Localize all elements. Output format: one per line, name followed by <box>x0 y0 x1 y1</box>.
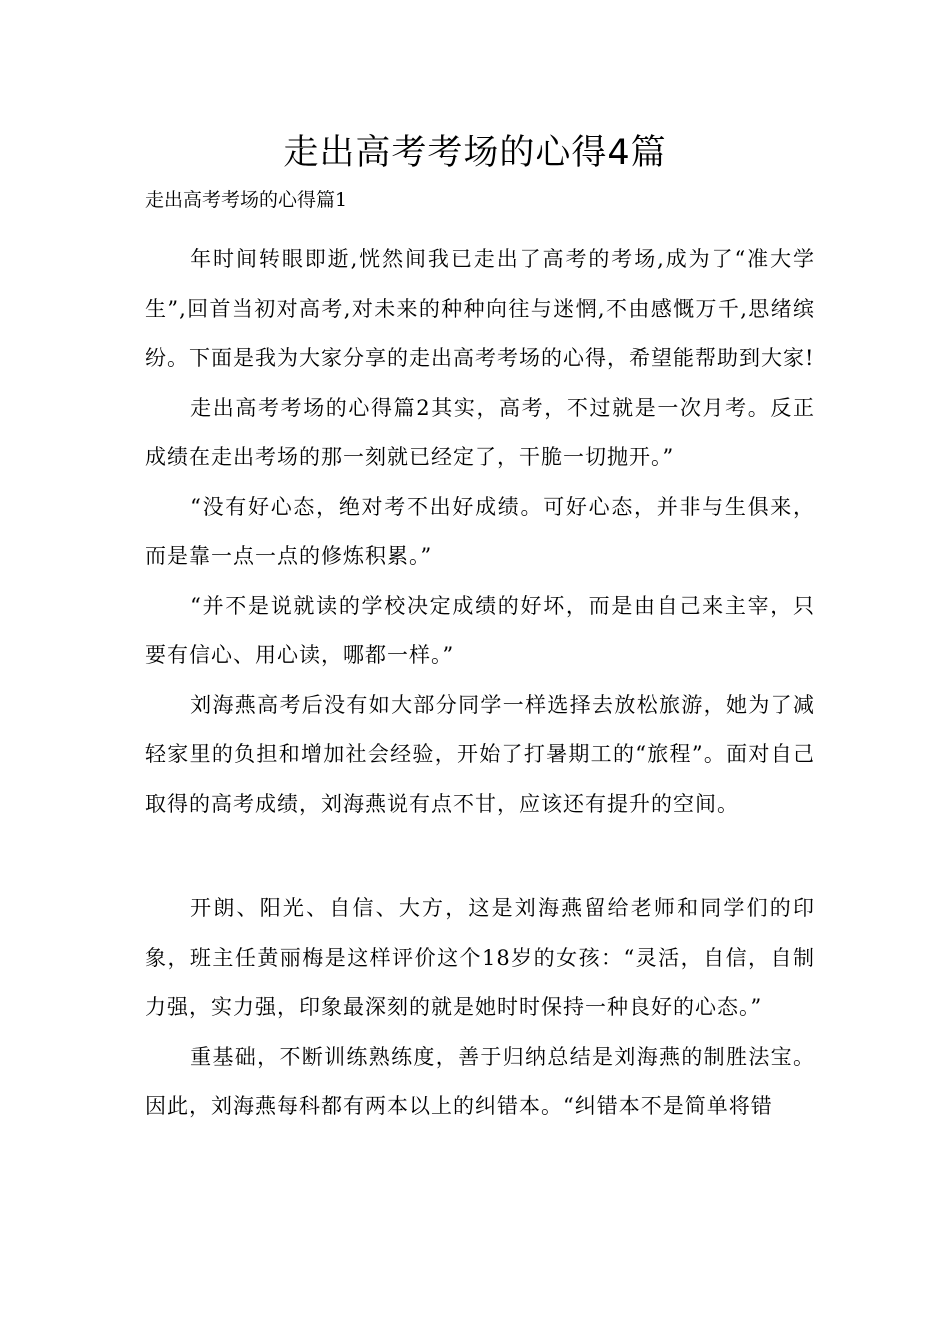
document-body <box>145 182 815 1132</box>
document-title: 走出高考考场的心得4篇 <box>283 133 667 173</box>
paragraph-5: 刘海燕高考后没有如大部分同学一样选择去放松旅游，她为了减轻家里的负担和增加社会经验，开始了打暑期工的“旅程”。面对自己取得的高考成绩，刘海燕说有点不甘，应该还有提升的空间。 <box>145 692 815 816</box>
paragraph-7: 重基础，不断训练熟练度，善于归纳总结是刘海燕的制胜法宝。因此，刘海燕每科都有两本以上的纠错本。“纠错本不是简单将错 <box>145 1044 815 1118</box>
paragraph-2: 走出高考考场的心得篇2其实，高考，不过就是一次月考。反正成绩在走出考场的那一刻就已经定了，干脆一切抛开。” <box>145 395 815 469</box>
section-subtitle: 走出高考考场的心得篇1 <box>145 189 348 211</box>
paragraph-intro: 年时间转眼即逝,恍然间我已走出了高考的考场,成为了“准大学生”,回首当初对高考,对未来的种种向往与迷惘,不由感慨万千,思绪缤纷。下面是我为大家分享的走出高考考场的心得，希望能帮助到大家! <box>145 247 815 370</box>
paragraph-4: “并不是说就读的学校决定成绩的好坏，而是由自己来主宰，只要有信心、用心读，哪都一样。” <box>145 593 815 667</box>
paragraph-3: “没有好心态，绝对考不出好成绩。可好心态，并非与生俱来，而是靠一点一点的修炼积累。” <box>145 494 815 568</box>
paragraph-6: 开朗、阳光、自信、大方，这是刘海燕留给老师和同学们的印象，班主任黄丽梅是这样评价这个18岁的女孩：“灵活，自信，自制力强，实力强，印象最深刻的就是她时时保持一种良好的心态。” <box>145 896 815 1019</box>
